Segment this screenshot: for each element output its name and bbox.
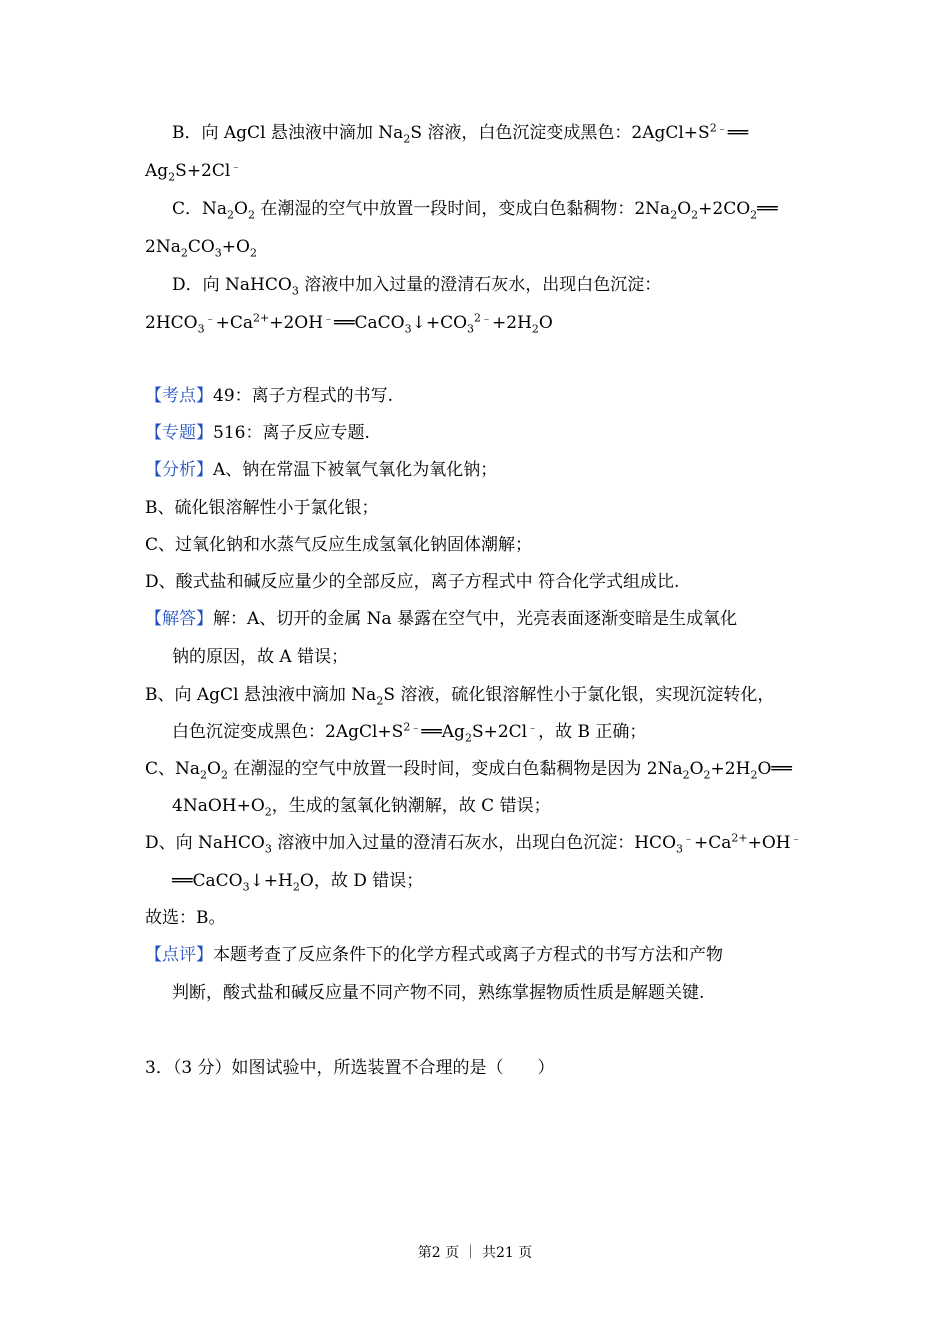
subscript: 3 xyxy=(264,842,272,856)
text: O xyxy=(677,199,692,219)
subscript: 2 xyxy=(264,805,272,819)
subscript: 2 xyxy=(464,731,472,745)
subscript: 2 xyxy=(670,208,678,222)
question-3-stem: 3．（3 分）如图试验中，所选装置不合理的是（ ） xyxy=(145,1058,555,1078)
text: +Ca xyxy=(694,833,732,853)
text: ，故 B 正确； xyxy=(538,722,647,742)
text: O xyxy=(207,759,221,779)
text: 2Na xyxy=(145,237,181,257)
subscript: 3 xyxy=(404,322,412,336)
subscript: 3 xyxy=(676,842,684,856)
subscript: 3 xyxy=(467,322,475,336)
zhuanti-line xyxy=(145,421,370,445)
text: 2HCO xyxy=(145,313,198,333)
option-d-line-1 xyxy=(172,273,661,297)
superscript: 2+ xyxy=(731,831,748,845)
text: 4NaOH+O xyxy=(172,796,265,816)
option-c-line-2 xyxy=(145,235,257,259)
superscript: 2+ xyxy=(252,311,270,325)
jieda-d-line-1 xyxy=(145,831,802,855)
superscript: 2﹣ xyxy=(709,121,728,135)
text: 白色沉淀变成黑色：2AgCl+S xyxy=(172,722,404,742)
jieda-b-line-1 xyxy=(145,683,774,707)
text: O xyxy=(538,313,553,333)
text: Ag xyxy=(145,161,169,181)
answer-line: 故选：B。 xyxy=(145,908,226,928)
kaodian-text: 49：离子方程式的书写. xyxy=(213,386,394,406)
superscript: 2﹣ xyxy=(474,311,493,325)
text: +O xyxy=(221,237,250,257)
superscript: ﹣ xyxy=(790,831,802,845)
text: +2CO xyxy=(698,199,751,219)
text: B．向 AgCl 悬浊液中滴加 Na xyxy=(172,123,404,143)
kaodian-tag: 【考点】 xyxy=(145,386,213,406)
subscript: 2 xyxy=(220,768,228,782)
subscript: 3 xyxy=(291,284,299,298)
subscript: 3 xyxy=(197,322,205,336)
text: O，故 D 错误； xyxy=(299,871,424,891)
text: S 溶液，硫化银溶解性小于氯化银，实现沉淀转化， xyxy=(383,685,775,705)
text: D、向 NaHCO xyxy=(145,833,265,853)
subscript: 2 xyxy=(247,208,255,222)
text: S 溶液，白色沉淀变成黑色：2AgCl+S xyxy=(410,123,710,143)
text: O xyxy=(689,759,704,779)
text: ══ xyxy=(727,123,749,143)
page-footer: 第2 页 ｜ 共21 页 xyxy=(417,1245,533,1261)
zhuanti-tag: 【专题】 xyxy=(145,423,213,443)
jieda-c-line-2 xyxy=(172,794,551,818)
kaodian-line xyxy=(145,384,393,408)
superscript: ﹣ xyxy=(527,720,539,734)
subscript: 2 xyxy=(691,208,699,222)
text: +2H xyxy=(710,759,751,779)
text: ，生成的氢氧化钠潮解，故 C 错误； xyxy=(271,796,551,816)
jieda-a-line-2: 钠的原因，故 A 错误； xyxy=(172,647,349,667)
subscript: 2 xyxy=(180,246,188,260)
text: ↓+H xyxy=(249,871,293,891)
fenxi-tag: 【分析】 xyxy=(145,460,213,480)
text: 溶液中加入过量的澄清石灰水，出现白色沉淀： xyxy=(298,275,662,295)
text: C、Na xyxy=(145,759,201,779)
text: D．向 NaHCO xyxy=(172,275,292,295)
subscript: 2 xyxy=(531,322,539,336)
text: O xyxy=(234,199,248,219)
dianping-line xyxy=(145,943,723,967)
subscript: 3 xyxy=(214,246,222,260)
jieda-text: 解：A、切开的金属 Na 暴露在空气中，光亮表面逐渐变暗是生成氧化 xyxy=(213,609,738,629)
jieda-tag: 【解答】 xyxy=(145,609,213,629)
text: CO xyxy=(187,237,215,257)
superscript: 2﹣ xyxy=(403,720,422,734)
fenxi-c-line: C、过氧化钠和水蒸气反应生成氢氧化钠固体潮解； xyxy=(145,535,533,555)
superscript: ﹣ xyxy=(683,831,695,845)
option-d-line-2 xyxy=(145,311,553,335)
text: C．Na xyxy=(172,199,228,219)
jieda-line xyxy=(145,607,737,631)
superscript: ﹣ xyxy=(323,311,335,325)
text: S+2Cl xyxy=(471,722,528,742)
fenxi-text: A、钠在常温下被氧气氧化为氧化钠； xyxy=(213,460,498,480)
fenxi-line xyxy=(145,458,497,482)
subscript: 2 xyxy=(682,768,690,782)
option-b-line-1 xyxy=(172,121,748,145)
fenxi-d-line: D、酸式盐和碱反应量少的全部反应，离子方程式中 符合化学式组成比. xyxy=(145,572,680,592)
jieda-b-line-2 xyxy=(172,720,646,744)
option-b-line-2 xyxy=(145,159,241,183)
subscript: 2 xyxy=(200,768,208,782)
fenxi-b-line: B、硫化银溶解性小于氯化银； xyxy=(145,498,379,518)
text: +2H xyxy=(492,313,532,333)
text: 在潮湿的空气中放置一段时间，变成白色黏稠物：2Na xyxy=(254,199,671,219)
text: B、向 AgCl 悬浊液中滴加 Na xyxy=(145,685,377,705)
superscript: ﹣ xyxy=(230,159,242,173)
text: ══CaCO xyxy=(172,871,243,891)
text: +2OH xyxy=(269,313,324,333)
text: ══Ag xyxy=(421,722,465,742)
dianping-tag: 【点评】 xyxy=(145,945,213,965)
text: ↓+CO xyxy=(411,313,468,333)
subscript: 2 xyxy=(376,694,384,708)
dianping-line-2: 判断，酸式盐和碱反应量不同产物不同，熟练掌握物质性质是解题关键. xyxy=(172,983,705,1003)
text: +Ca xyxy=(215,313,253,333)
text: ══CaCO xyxy=(334,313,405,333)
superscript: ﹣ xyxy=(204,311,216,325)
option-c-line-1 xyxy=(172,197,778,221)
subscript: 2 xyxy=(292,880,300,894)
subscript: 2 xyxy=(168,170,176,184)
jieda-d-line-2 xyxy=(172,869,423,893)
text: 溶液中加入过量的澄清石灰水，出现白色沉淀：HCO xyxy=(271,833,677,853)
subscript: 2 xyxy=(750,208,758,222)
subscript: 2 xyxy=(227,208,235,222)
subscript: 2 xyxy=(750,768,758,782)
jieda-c-line-1 xyxy=(145,757,792,781)
zhuanti-text: 516：离子反应专题. xyxy=(213,423,370,443)
subscript: 2 xyxy=(403,132,411,146)
text: ══ xyxy=(757,199,778,219)
subscript: 3 xyxy=(242,880,250,894)
text: +OH xyxy=(747,833,791,853)
subscript: 2 xyxy=(703,768,711,782)
text: S+2Cl xyxy=(175,161,231,181)
subscript: 2 xyxy=(249,246,257,260)
dianping-text: 本题考查了反应条件下的化学方程式或离子方程式的书写方法和产物 xyxy=(213,945,723,965)
text: O══ xyxy=(757,759,792,779)
text: 在潮湿的空气中放置一段时间，变成白色黏稠物是因为 2Na xyxy=(227,759,683,779)
